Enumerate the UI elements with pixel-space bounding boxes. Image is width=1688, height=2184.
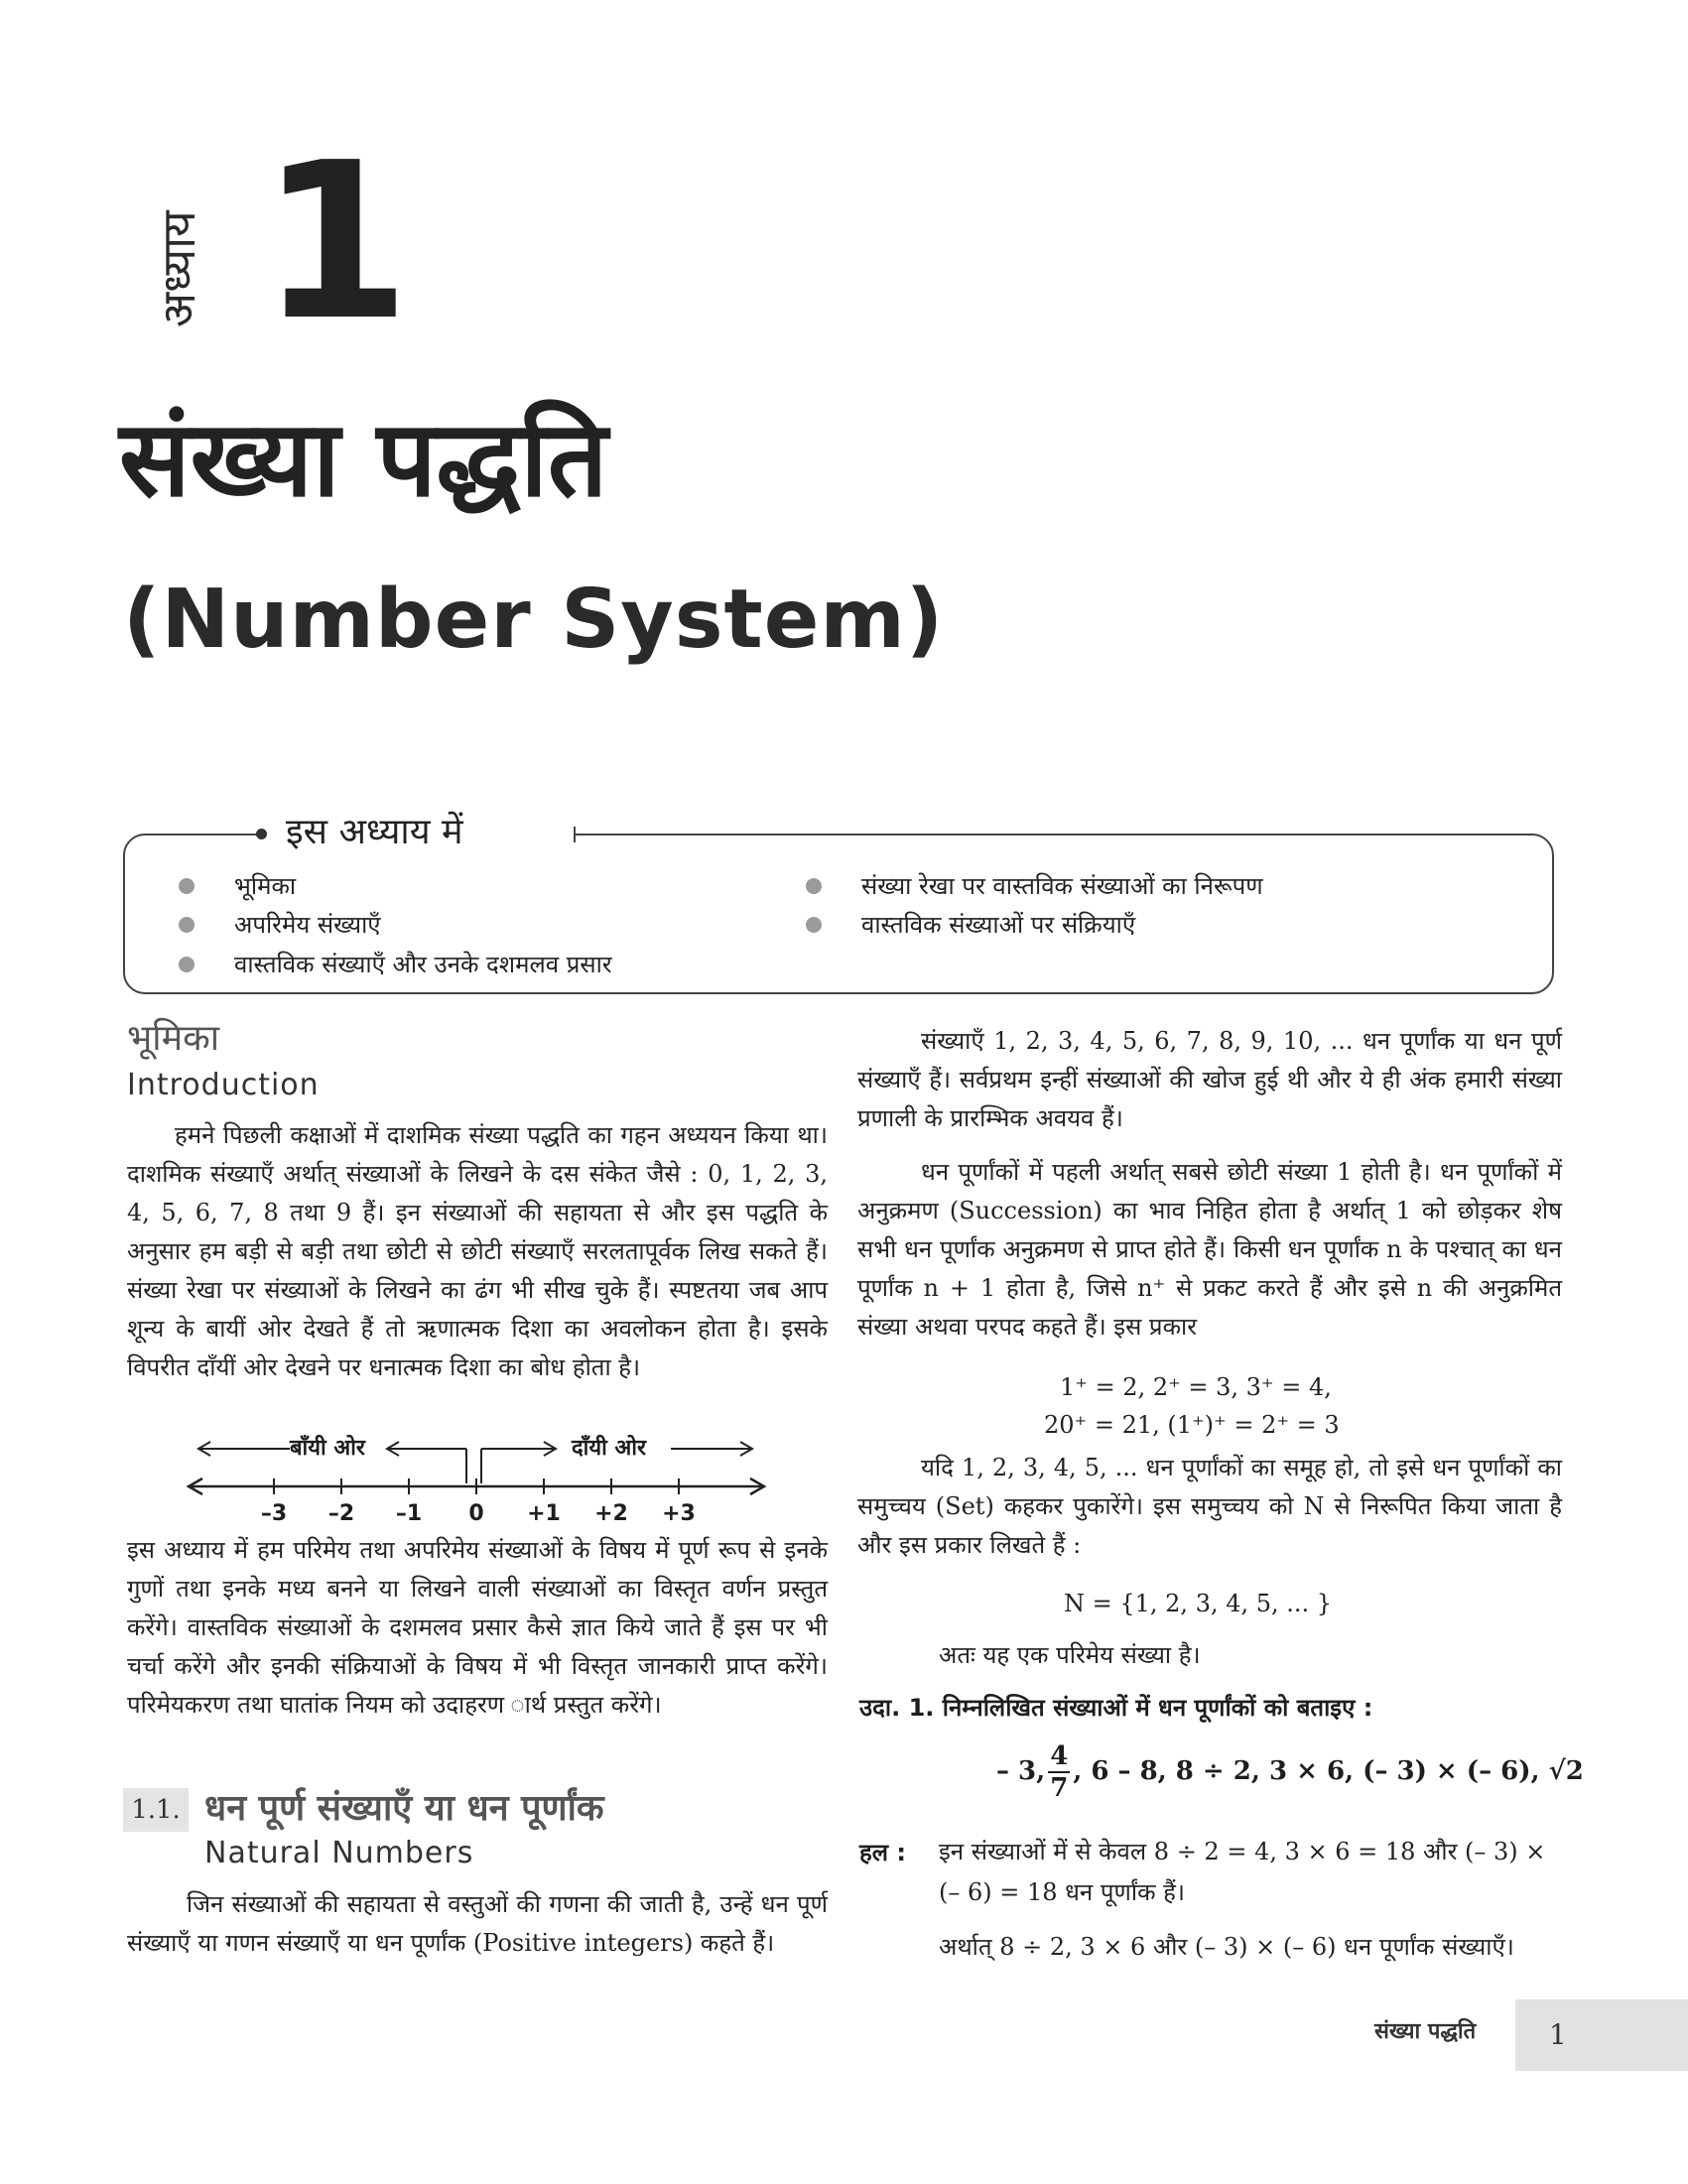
bullet-icon xyxy=(179,917,195,933)
toc-dot-icon xyxy=(256,829,267,839)
successor-equation-1: 1⁺ = 2, 2⁺ = 3, 3⁺ = 4, xyxy=(1060,1373,1332,1401)
bullet-icon xyxy=(806,917,822,933)
intro-heading-hindi: भूमिका xyxy=(127,1018,220,1059)
toc-item xyxy=(179,869,296,903)
toc-heading: इस अध्याय में xyxy=(286,812,463,852)
toc-item xyxy=(806,908,1135,942)
solution-line: (– 6) = 18 धन पूर्णांक हैं। xyxy=(939,1878,1185,1906)
section-paragraph: जिन संख्याओं की सहायता से वस्तुओं की गणना की जाती है, उन्हें धन पूर्ण संख्याएँ या गणन संख्याएँ या धन पूर्णांक (Positive integers) कहते हैं। xyxy=(127,1890,828,1957)
right-direction-label: दाँयी ओर xyxy=(572,1436,647,1461)
bullet-icon xyxy=(179,957,195,972)
tick-label: –3 xyxy=(260,1501,288,1526)
intro-heading-english: Introduction xyxy=(127,1068,320,1102)
tick-label: 0 xyxy=(468,1501,484,1526)
toc-rule xyxy=(169,834,262,835)
toc-item-label: भूमिका xyxy=(234,872,297,900)
example-label: उदा. 1. निम्नलिखित संख्याओं में धन पूर्णांकों को बताइए : xyxy=(859,1694,1373,1722)
expression-part: – 3, xyxy=(996,1756,1046,1786)
solution-line: इन संख्याओं में से केवल 8 ÷ 2 = 4, 3 × 6 = 18 और (– 3) × xyxy=(939,1838,1546,1865)
toc-item-label: संख्या रेखा पर वास्तविक संख्याओं का निरूपण xyxy=(861,872,1263,900)
toc-item-label: वास्तविक संख्याओं पर संक्रियाएँ xyxy=(861,911,1136,939)
bullet-icon xyxy=(179,878,195,894)
tick-label: +2 xyxy=(594,1501,628,1526)
page-number: 1 xyxy=(1549,2018,1567,2051)
number-line-labels xyxy=(179,1496,774,1532)
running-footer-title: संख्या पद्धति xyxy=(1374,2019,1477,2044)
page-number-box xyxy=(1515,1999,1688,2071)
set-equation: N = {1, 2, 3, 4, 5, ... } xyxy=(1064,1590,1333,1617)
intro-paragraph-1: हमने पिछली कक्षाओं में दाशमिक संख्या पद्धति का गहन अध्ययन किया था। दाशमिक संख्याएँ अर्थात् संख्याओं के लिखने के दस संकेत जैसे : 0, 1, 2, 3, 4, 5, 6, 7, 8 तथा 9 हैं। इन संख्याओं की सहायता से और इस पद्धति के अनुसार हम बड़ी से बड़ी तथा छोटी से छोटी संख्याएँ सरलतापूर्वक लिख सकते हैं। संख्या रेखा पर संख्याओं के लिखने का ढंग भी सीख चुके हैं। स्पष्टतया जब आप शून्य के बायीं ओर देखते हैं तो ऋणात्मक दिशा का अवलोकन होता है। इसके विपरीत दाँयीं ओर देखने पर धनात्मक दिशा का बोध होता है। xyxy=(127,1121,828,1381)
successor-equation-2: 20⁺ = 21, (1⁺)⁺ = 2⁺ = 3 xyxy=(1044,1411,1340,1439)
toc-item xyxy=(806,869,1263,903)
tick-label: +3 xyxy=(662,1501,696,1526)
toc-tick xyxy=(574,827,576,842)
example-expression xyxy=(996,1741,1584,1803)
tick-label: –2 xyxy=(327,1501,355,1526)
toc-item xyxy=(179,948,612,981)
section-heading-english: Natural Numbers xyxy=(204,1836,474,1870)
toc-item-label: वास्तविक संख्याएँ और उनके दशमलव प्रसार xyxy=(234,951,612,978)
left-direction-label: बाँयी ओर xyxy=(290,1436,365,1461)
expression-part: , 6 – 8, 8 ÷ 2, 3 × 6, (– 3) × (– 6), √2 xyxy=(1073,1756,1584,1786)
solution-label: हल : xyxy=(859,1839,906,1866)
solution-line: अर्थात् 8 ÷ 2, 3 × 6 और (– 3) × (– 6) धन पूर्णांक संख्याएँ। xyxy=(939,1933,1514,1961)
tick-label: +1 xyxy=(527,1501,561,1526)
intro-paragraph-2: इस अध्याय में हम परिमेय तथा अपरिमेय संख्याओं के विषय में पूर्ण रूप से इनके गुणों तथा इनके मध्य बनने या लिखने वाली संख्याओं का विस्तृत वर्णन प्रस्तुत करेंगे। वास्तविक संख्याओं के दशमलव प्रसार कैसे ज्ञात किये जाते हैं इस पर भी चर्चा करेंगे और इनकी संक्रियाओं के विषय में भी विस्तृत जानकारी प्राप्त करेंगे। परिमेयकरण तथा घातांक नियम को उदाहरण ार्थ प्रस्तुत करेंगे। xyxy=(127,1536,828,1719)
set-paragraph: यदि 1, 2, 3, 4, 5, ... धन पूर्णांकों का समूह हो, तो इसे धन पूर्णांकों का समुच्चय (Set) कहकर पुकारेंगे। इस समुच्चय को N से निरूपित किया जाता है और इस प्रकार लिखते हैं : xyxy=(857,1454,1562,1559)
natural-numbers-paragraph: संख्याएँ 1, 2, 3, 4, 5, 6, 7, 8, 9, 10, ... धन पूर्णांक या धन पूर्ण संख्याएँ हैं। सर्वप्रथम इन्हीं संख्याओं की खोज हुई थी और ये ही अंक हमारी संख्या प्रणाली के प्रारम्भिक अवयव हैं। xyxy=(857,1027,1562,1132)
chapter-label: अध्याय xyxy=(152,210,205,327)
toc-item-label: अपरिमेय संख्याएँ xyxy=(234,911,381,939)
section-heading-hindi: धन पूर्ण संख्याएँ या धन पूर्णांक xyxy=(204,1788,604,1829)
fraction xyxy=(1048,1741,1070,1803)
section-number: 1.1. xyxy=(123,1788,189,1832)
bullet-icon xyxy=(806,878,822,894)
toc-item xyxy=(179,908,381,942)
fraction-denominator: 7 xyxy=(1050,1773,1069,1803)
conclusion-line: अतः यह एक परिमेय संख्या है। xyxy=(939,1641,1201,1669)
chapter-number: 1 xyxy=(260,117,411,368)
chapter-title-english: (Number System) xyxy=(123,573,945,667)
chapter-title-hindi: संख्या पद्धति xyxy=(119,398,608,520)
fraction-numerator: 4 xyxy=(1050,1741,1069,1771)
tick-label: –1 xyxy=(395,1501,423,1526)
succession-paragraph: धन पूर्णांकों में पहली अर्थात् सबसे छोटी संख्या 1 होती है। धन पूर्णांकों में अनुक्रमण (Succession) का भाव निहित होता है अर्थात् 1 को छोड़कर शेष सभी धन पूर्णांक अनुक्रमण से प्राप्त होते हैं। किसी धन पूर्णांक n के पश्चात् का धन पूर्णांक n + 1 होता है, जिसे n⁺ से प्रकट करते हैं और इसे n की अनुक्रमित संख्या अथवा परपद कहते हैं। इस प्रकार xyxy=(857,1158,1562,1341)
